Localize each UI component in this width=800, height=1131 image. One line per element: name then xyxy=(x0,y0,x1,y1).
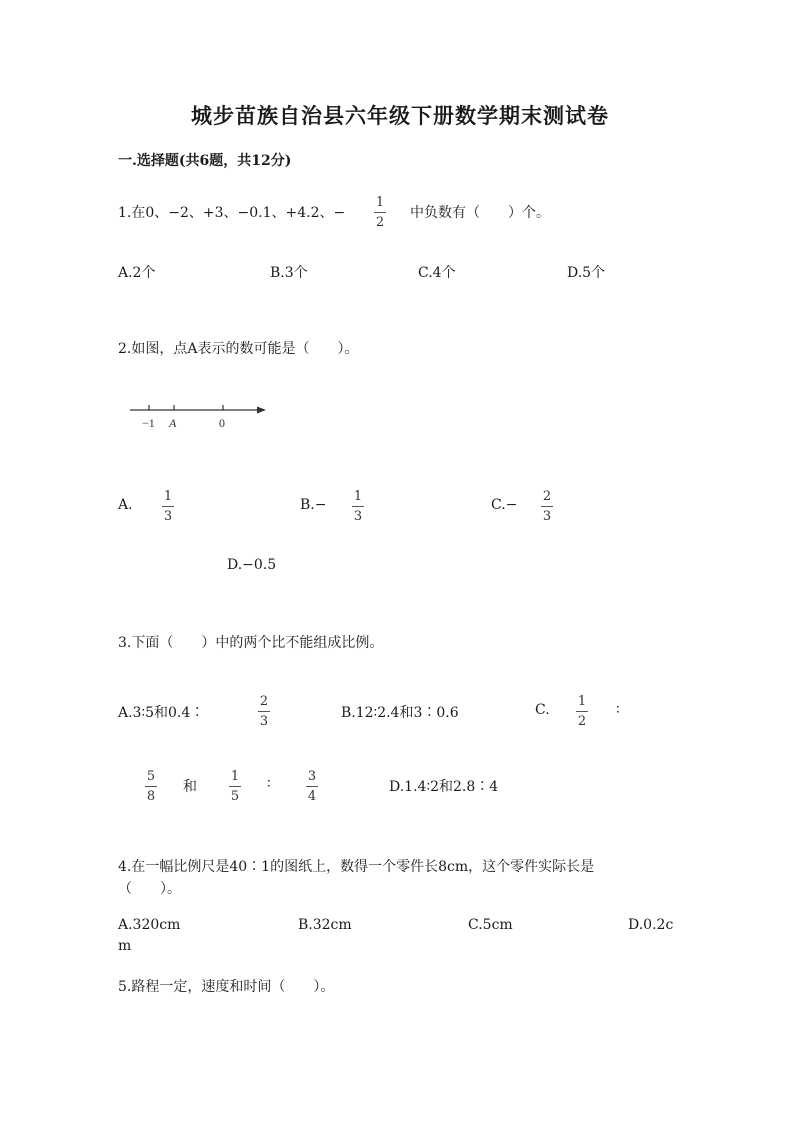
question-4-line-2: （ ）。 xyxy=(118,881,181,897)
label-a: A xyxy=(169,416,177,430)
number-line-figure xyxy=(126,398,276,434)
fraction-bar xyxy=(145,786,157,787)
number-line-arrow xyxy=(257,407,266,414)
q1-option-a[interactable]: A.2个 xyxy=(118,265,156,281)
fraction-denominator: 5 xyxy=(230,789,240,804)
fraction-numerator: 1 xyxy=(230,769,240,784)
q3-option-c-fraction-2 xyxy=(145,770,157,803)
fraction-bar xyxy=(229,786,241,787)
q2-option-b-fraction xyxy=(352,490,364,523)
q3-option-b[interactable]: B.12∶2.4和3∶0.6 xyxy=(341,705,459,721)
fraction-denominator: 2 xyxy=(375,215,385,230)
fraction-bar xyxy=(306,786,318,787)
label-zero: 0 xyxy=(219,416,225,430)
fraction-bar xyxy=(374,212,386,213)
q1-option-d[interactable]: D.5个 xyxy=(567,265,606,281)
question-1-text: 1.在0、−2、+3、−0.1、+4.2、− xyxy=(118,205,346,221)
q3-option-a[interactable]: A.3∶5和0.4∶ xyxy=(118,705,205,721)
question-3-text: 3.下面（ ）中的两个比不能组成比例。 xyxy=(118,635,384,651)
q2-option-d[interactable]: D.−0.5 xyxy=(227,557,277,573)
question-1-fraction xyxy=(374,196,386,229)
label-minus-one: −1 xyxy=(142,416,155,430)
fraction-denominator: 2 xyxy=(577,714,587,729)
page-title: 城步苗族自治县六年级下册数学期末测试卷 xyxy=(191,103,609,128)
question-4-line-1: 4.在一幅比例尺是40∶1的图纸上，数得一个零件长8cm，这个零件实际长是 xyxy=(118,859,595,875)
q2-option-c[interactable]: C.− xyxy=(491,497,518,513)
fraction-numerator: 5 xyxy=(146,769,156,784)
fraction-numerator: 2 xyxy=(259,694,269,709)
q2-option-a-fraction xyxy=(162,490,174,523)
fraction-numerator: 1 xyxy=(375,195,385,210)
question-1-text-after: 中负数有（ ）个。 xyxy=(410,205,550,221)
fraction-numerator: 3 xyxy=(307,769,317,784)
question-5-text: 5.路程一定，速度和时间（ ）。 xyxy=(118,979,335,995)
q3-option-c[interactable]: C. xyxy=(535,702,550,718)
fraction-denominator: 4 xyxy=(307,789,317,804)
q2-option-c-fraction xyxy=(541,490,553,523)
fraction-numerator: 1 xyxy=(577,694,587,709)
q4-option-c[interactable]: C.5cm xyxy=(468,917,513,933)
fraction-denominator: 8 xyxy=(146,789,156,804)
section-heading: 一.选择题(共6题，共12分) xyxy=(118,153,292,169)
q3-option-c-colon: ∶ xyxy=(616,702,620,718)
q3-option-c-fraction xyxy=(576,695,588,728)
fraction-denominator: 3 xyxy=(163,509,173,524)
q3-option-c-colon-2: ∶ xyxy=(267,776,271,792)
fraction-denominator: 3 xyxy=(353,509,363,524)
q1-option-b[interactable]: B.3个 xyxy=(270,265,308,281)
fraction-denominator: 3 xyxy=(259,714,269,729)
fraction-bar xyxy=(541,506,553,507)
fraction-numerator: 2 xyxy=(542,489,552,504)
q4-option-a[interactable]: A.320cm xyxy=(118,917,181,933)
q1-option-c[interactable]: C.4个 xyxy=(418,265,456,281)
q4-option-d[interactable]: D.0.2c xyxy=(628,917,674,933)
fraction-numerator: 1 xyxy=(353,489,363,504)
q2-option-a[interactable]: A. xyxy=(118,497,133,513)
q3-option-c-fraction-4 xyxy=(306,770,318,803)
q3-option-c-and: 和 xyxy=(183,779,197,795)
q3-option-c-fraction-3 xyxy=(229,770,241,803)
fraction-bar xyxy=(576,711,588,712)
q3-option-d[interactable]: D.1.4∶2和2.8∶4 xyxy=(389,779,499,795)
question-2-text: 2.如图，点A表示的数可能是（ ）。 xyxy=(118,341,359,357)
q4-option-d-wrap: m xyxy=(118,938,132,954)
fraction-bar xyxy=(258,711,270,712)
q4-option-b[interactable]: B.32cm xyxy=(298,917,352,933)
fraction-bar xyxy=(162,506,174,507)
fraction-numerator: 1 xyxy=(163,489,173,504)
fraction-bar xyxy=(352,506,364,507)
q2-option-b[interactable]: B.− xyxy=(300,497,327,513)
fraction-denominator: 3 xyxy=(542,509,552,524)
q3-option-a-fraction xyxy=(258,695,270,728)
